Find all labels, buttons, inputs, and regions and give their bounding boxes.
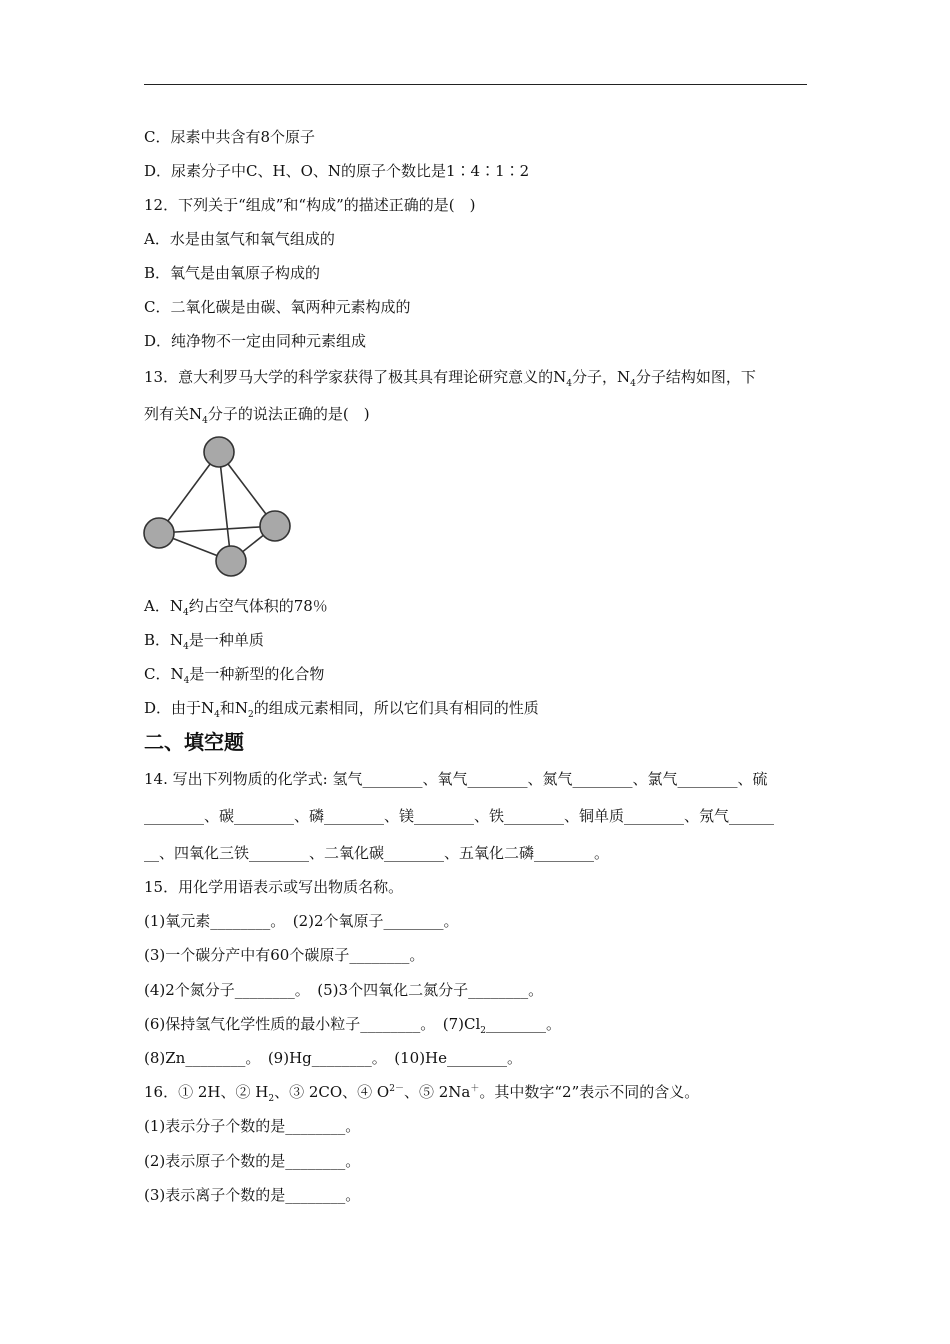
q15-stem: 15．用化学用语表示或写出物质名称。 [144,878,404,896]
q14-line1: 14. 写出下列物质的化学式: 氢气________、氧气________、氮气________、氯气________、硫 [144,770,768,788]
q11-option-c: C．尿素中共含有8个原子 [144,128,316,146]
q12-option-d: D．纯净物不一定由同种元素组成 [144,332,367,350]
q14-line2: ________、碳________、磷________、镁________、铁________、铜单质________、氖气______ [144,807,775,825]
bond-line [159,526,275,533]
nitrogen-atom [204,437,234,467]
n4-molecule-figure [140,434,300,584]
q12-option-c: C．二氧化碳是由碳、氧两种元素构成的 [144,298,411,316]
q15-part6-7: (6)保持氢气化学性质的最小粒子________。 $(7)Cl_2\_\_\_\_\_\_\_\_$。 [144,1015,562,1036]
q14-line3: __、四氧化三铁________、二氧化碳________、五氧化二磷________。 [144,844,610,862]
q15-part1-2: (1)氧元素________。 (2)2个氧原子________。 [144,912,459,930]
q13-option-c: C．$N_4$是一种新型的化合物 [144,665,325,686]
q15-part4-5: (4)2个氮分子________。 (5)3个四氧化二氮分子________。 [144,981,544,999]
nitrogen-atom [260,511,290,541]
nitrogen-atom [144,518,174,548]
q12-stem: 12．下列关于“组成”和“构成”的描述正确的是( ) [144,196,476,214]
q12-option-a: A．水是由氢气和氧气组成的 [144,230,335,248]
nitrogen-atom [216,546,246,576]
q15-part3: (3)一个碳分产中有60个碳原子________。 [144,946,425,964]
q12-option-b: B．氧气是由氧原子构成的 [144,264,321,282]
q13-stem-line2: 列有关$N_4$分子的说法正确的是( ) [144,405,370,426]
bond-line [219,452,231,561]
q16-stem: 16．① 2H、② $H_2$、③ 2CO、④ $O^{2-}$、⑤ 2Na＋。其中数字“2”表示不同的含义。 [144,1083,700,1104]
q11-option-d: D．尿素分子中C、H、O、N的原子个数比是1∶4∶1∶2 [144,162,530,180]
section-title-fill-in: 二、填空题 [144,730,244,754]
q13-option-a: A．$N_4$约占空气体积的78％ [144,597,328,618]
q13-option-d: D．由于$N_4$和$N_2$的组成元素相同，所以它们具有相同的性质 [144,699,539,720]
header-rule [144,84,807,85]
q13-option-b: B．$N_4$是一种单质 [144,631,264,652]
q15-part8-10: (8)Zn________。 (9)Hg________。 (10)He________。 [144,1049,523,1067]
q16-part2: (2)表示原子个数的是________。 [144,1152,361,1170]
q16-part1: (1)表示分子个数的是________。 [144,1117,361,1135]
q13-stem-line1: 13．意大利罗马大学的科学家获得了极其具有理论研究意义的$N_4$分子，$N_4$分子结构如图，下 [144,368,756,389]
q16-part3: (3)表示离子个数的是________。 [144,1186,361,1204]
